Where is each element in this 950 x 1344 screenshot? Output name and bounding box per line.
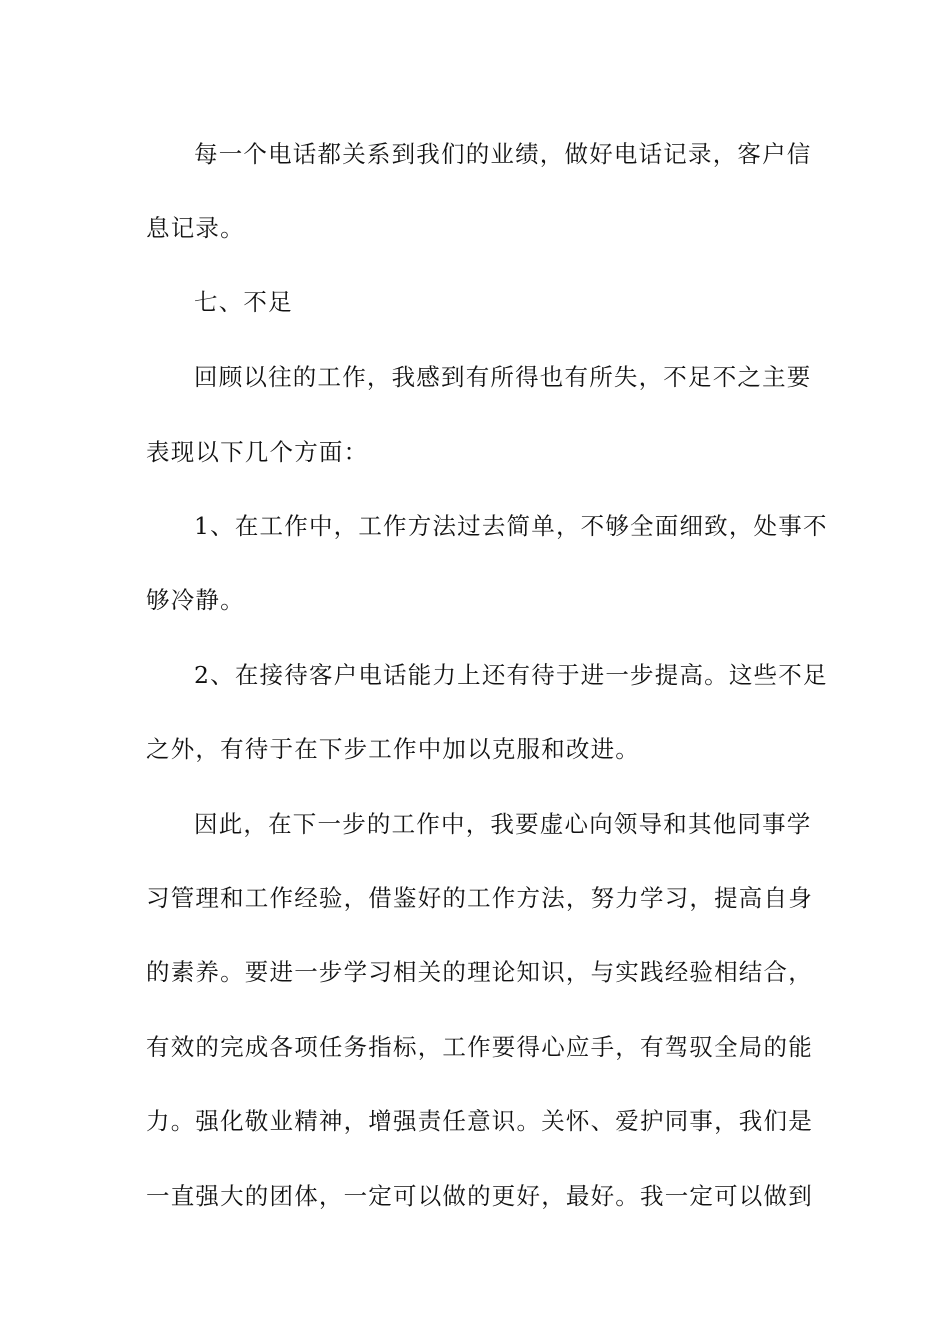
paragraph-line: 力。强化敬业精神，增强责任意识。关怀、爱护同事，我们是	[146, 1107, 813, 1135]
paragraph-line: 的素养。要进一步学习相关的理论知识，与实践经验相结合，	[146, 958, 813, 986]
section-heading: 七、不足	[194, 288, 293, 316]
paragraph-line: 回顾以往的工作，我感到有所得也有所失，不足不之主要	[194, 363, 812, 391]
list-item-line: 之外，有待于在下步工作中加以克服和改进。	[146, 735, 640, 763]
list-item-line: 够冷静。	[146, 586, 245, 614]
paragraph-line: 息记录。	[146, 214, 245, 242]
paragraph-line: 因此，在下一步的工作中，我要虚心向领导和其他同事学	[194, 810, 812, 838]
paragraph-line: 有效的完成各项任务指标，工作要得心应手，有驾驭全局的能	[146, 1033, 813, 1061]
paragraph-line: 表现以下几个方面：	[146, 438, 369, 466]
paragraph-line: 一直强大的团体，一定可以做的更好，最好。我一定可以做到	[146, 1182, 813, 1210]
list-item-line: 1、在工作中，工作方法过去简单，不够全面细致，处事不	[194, 512, 828, 540]
paragraph-line: 习管理和工作经验，借鉴好的工作方法，努力学习，提高自身	[146, 884, 813, 912]
list-item-line: 2、在接待客户电话能力上还有待于进一步提高。这些不足	[194, 661, 828, 689]
paragraph-line: 每一个电话都关系到我们的业绩，做好电话记录，客户信	[194, 140, 812, 168]
